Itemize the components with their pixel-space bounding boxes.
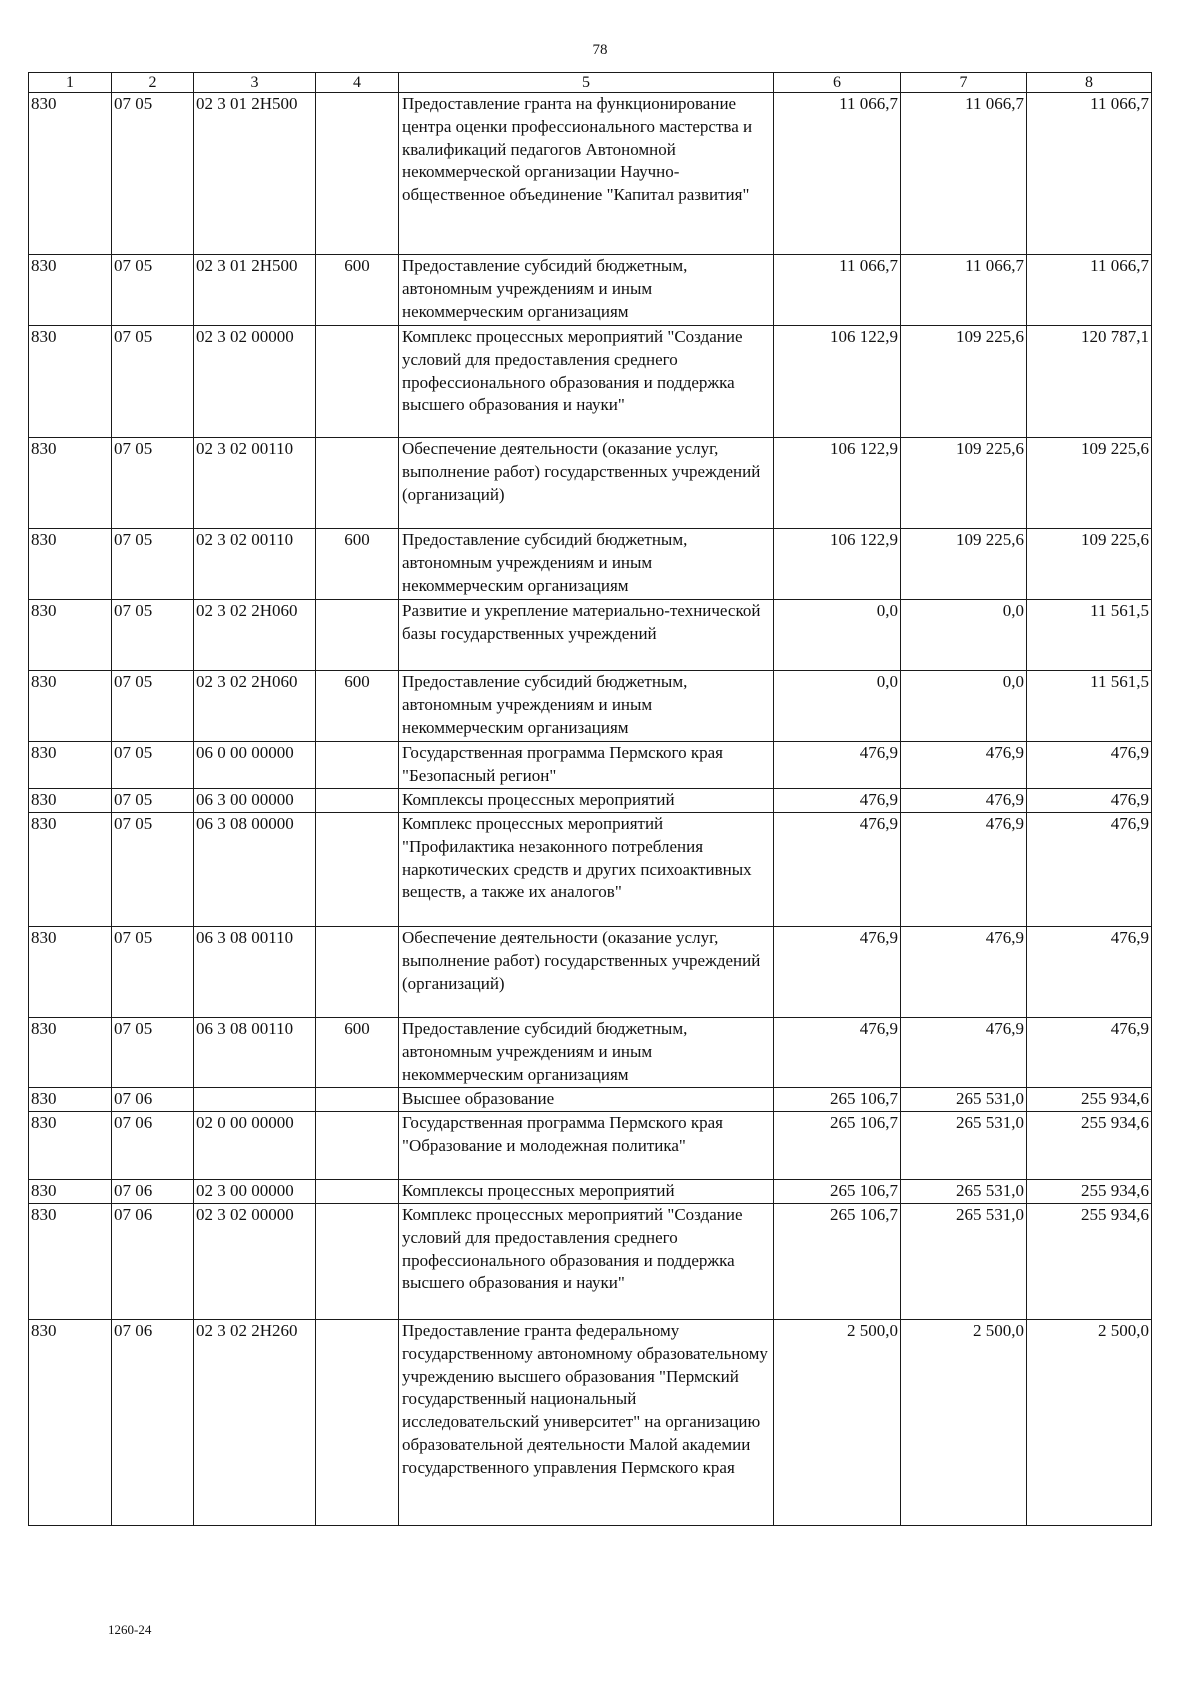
amount-cell: 265 106,7 xyxy=(774,1112,901,1180)
amount-cell: 0,0 xyxy=(901,671,1027,742)
ministry-code-cell: 830 xyxy=(29,1204,112,1320)
section-code-cell: 07 05 xyxy=(112,813,194,927)
target-article-cell: 06 3 08 00110 xyxy=(194,927,316,1018)
target-article-cell: 02 0 00 00000 xyxy=(194,1112,316,1180)
target-article-cell: 06 3 08 00110 xyxy=(194,1018,316,1088)
column-header: 5 xyxy=(399,73,774,93)
table-row xyxy=(29,529,1152,600)
amount-cell: 476,9 xyxy=(1027,1018,1152,1088)
target-article-cell xyxy=(194,1088,316,1112)
item-name-cell: Комплекс процессных мероприятий "Профилактика незаконного потребления наркотических средств и других психоактивных веществ, а также их аналогов" xyxy=(399,813,774,927)
table-body xyxy=(29,93,1152,1526)
amount-cell: 11 561,5 xyxy=(1027,600,1152,671)
amount-cell: 2 500,0 xyxy=(774,1320,901,1526)
target-article-cell: 02 3 02 2Н060 xyxy=(194,671,316,742)
column-header: 8 xyxy=(1027,73,1152,93)
amount-cell: 265 531,0 xyxy=(901,1112,1027,1180)
target-article-cell: 02 3 01 2Н500 xyxy=(194,255,316,326)
table-row xyxy=(29,1018,1152,1088)
ministry-code-cell: 830 xyxy=(29,813,112,927)
item-name-cell: Комплексы процессных мероприятий xyxy=(399,789,774,813)
table-row xyxy=(29,600,1152,671)
expense-type-cell: 600 xyxy=(316,255,399,326)
section-code-cell: 07 06 xyxy=(112,1088,194,1112)
column-header: 4 xyxy=(316,73,399,93)
amount-cell: 476,9 xyxy=(1027,927,1152,1018)
expense-type-cell: 600 xyxy=(316,529,399,600)
target-article-cell: 02 3 02 00000 xyxy=(194,326,316,438)
table-row xyxy=(29,438,1152,529)
section-code-cell: 07 05 xyxy=(112,600,194,671)
amount-cell: 476,9 xyxy=(901,813,1027,927)
target-article-cell: 02 3 02 00110 xyxy=(194,438,316,529)
amount-cell: 106 122,9 xyxy=(774,326,901,438)
item-name-cell: Предоставление гранта федеральному государственному автономному образовательному учреждению высшего образования "Пермский государственный национальный исследовательский университет" на организацию образовательной деятельности Малой академии государственного управления Пермского края xyxy=(399,1320,774,1526)
section-code-cell: 07 05 xyxy=(112,255,194,326)
ministry-code-cell: 830 xyxy=(29,1180,112,1204)
target-article-cell: 02 3 02 00110 xyxy=(194,529,316,600)
amount-cell: 265 531,0 xyxy=(901,1088,1027,1112)
expense-type-cell xyxy=(316,1320,399,1526)
ministry-code-cell: 830 xyxy=(29,1112,112,1180)
expense-type-cell xyxy=(316,1088,399,1112)
ministry-code-cell: 830 xyxy=(29,600,112,671)
target-article-cell: 02 3 00 00000 xyxy=(194,1180,316,1204)
target-article-cell: 06 0 00 00000 xyxy=(194,742,316,789)
amount-cell: 255 934,6 xyxy=(1027,1088,1152,1112)
ministry-code-cell: 830 xyxy=(29,789,112,813)
target-article-cell: 06 3 08 00000 xyxy=(194,813,316,927)
ministry-code-cell: 830 xyxy=(29,93,112,255)
table-row xyxy=(29,813,1152,927)
amount-cell: 11 066,7 xyxy=(1027,255,1152,326)
expense-type-cell: 600 xyxy=(316,1018,399,1088)
target-article-cell: 02 3 02 2Н260 xyxy=(194,1320,316,1526)
target-article-cell: 02 3 02 2Н060 xyxy=(194,600,316,671)
table-row xyxy=(29,255,1152,326)
page-number: 78 xyxy=(592,42,608,58)
expense-type-cell xyxy=(316,438,399,529)
amount-cell: 11 561,5 xyxy=(1027,671,1152,742)
ministry-code-cell: 830 xyxy=(29,671,112,742)
amount-cell: 476,9 xyxy=(901,742,1027,789)
amount-cell: 0,0 xyxy=(774,671,901,742)
document-code: 1260-24 xyxy=(108,1622,152,1637)
amount-cell: 476,9 xyxy=(901,1018,1027,1088)
amount-cell: 106 122,9 xyxy=(774,438,901,529)
ministry-code-cell: 830 xyxy=(29,927,112,1018)
item-name-cell: Предоставление субсидий бюджетным, автономным учреждениям и иным некоммерческим организациям xyxy=(399,671,774,742)
amount-cell: 476,9 xyxy=(901,789,1027,813)
amount-cell: 476,9 xyxy=(1027,742,1152,789)
table-row xyxy=(29,1320,1152,1526)
amount-cell: 106 122,9 xyxy=(774,529,901,600)
section-code-cell: 07 05 xyxy=(112,789,194,813)
section-code-cell: 07 06 xyxy=(112,1320,194,1526)
expense-type-cell xyxy=(316,1180,399,1204)
item-name-cell: Развитие и укрепление материально-технической базы государственных учреждений xyxy=(399,600,774,671)
amount-cell: 255 934,6 xyxy=(1027,1112,1152,1180)
amount-cell: 476,9 xyxy=(774,1018,901,1088)
amount-cell: 109 225,6 xyxy=(1027,438,1152,529)
amount-cell: 11 066,7 xyxy=(774,93,901,255)
table-row xyxy=(29,1180,1152,1204)
table-row xyxy=(29,93,1152,255)
section-code-cell: 07 05 xyxy=(112,927,194,1018)
table-row xyxy=(29,927,1152,1018)
section-code-cell: 07 05 xyxy=(112,742,194,789)
ministry-code-cell: 830 xyxy=(29,326,112,438)
expense-type-cell xyxy=(316,93,399,255)
item-name-cell: Государственная программа Пермского края "Безопасный регион" xyxy=(399,742,774,789)
amount-cell: 120 787,1 xyxy=(1027,326,1152,438)
section-code-cell: 07 05 xyxy=(112,671,194,742)
amount-cell: 476,9 xyxy=(774,927,901,1018)
amount-cell: 0,0 xyxy=(901,600,1027,671)
section-code-cell: 07 05 xyxy=(112,1018,194,1088)
amount-cell: 476,9 xyxy=(774,789,901,813)
amount-cell: 265 106,7 xyxy=(774,1180,901,1204)
expense-type-cell xyxy=(316,326,399,438)
item-name-cell: Комплекс процессных мероприятий "Создание условий для предоставления среднего профессионального образования и поддержка высшего образования и науки" xyxy=(399,326,774,438)
item-name-cell: Предоставление субсидий бюджетным, автономным учреждениям и иным некоммерческим организациям xyxy=(399,1018,774,1088)
amount-cell: 476,9 xyxy=(1027,813,1152,927)
amount-cell: 109 225,6 xyxy=(901,529,1027,600)
item-name-cell: Комплексы процессных мероприятий xyxy=(399,1180,774,1204)
budget-table xyxy=(28,72,1152,1526)
ministry-code-cell: 830 xyxy=(29,529,112,600)
item-name-cell: Предоставление субсидий бюджетным, автономным учреждениям и иным некоммерческим организациям xyxy=(399,255,774,326)
expense-type-cell xyxy=(316,1112,399,1180)
amount-cell: 109 225,6 xyxy=(901,438,1027,529)
table-row xyxy=(29,326,1152,438)
target-article-cell: 02 3 02 00000 xyxy=(194,1204,316,1320)
item-name-cell: Высшее образование xyxy=(399,1088,774,1112)
table-row xyxy=(29,742,1152,789)
section-code-cell: 07 05 xyxy=(112,93,194,255)
table-row xyxy=(29,1112,1152,1180)
amount-cell: 2 500,0 xyxy=(1027,1320,1152,1526)
ministry-code-cell: 830 xyxy=(29,1320,112,1526)
column-header: 1 xyxy=(29,73,112,93)
amount-cell: 2 500,0 xyxy=(901,1320,1027,1526)
column-number-header xyxy=(29,73,1152,93)
ministry-code-cell: 830 xyxy=(29,438,112,529)
item-name-cell: Комплекс процессных мероприятий "Создание условий для предоставления среднего профессионального образования и поддержка высшего образования и науки" xyxy=(399,1204,774,1320)
target-article-cell: 06 3 00 00000 xyxy=(194,789,316,813)
table-row xyxy=(29,1204,1152,1320)
item-name-cell: Государственная программа Пермского края "Образование и молодежная политика" xyxy=(399,1112,774,1180)
amount-cell: 109 225,6 xyxy=(1027,529,1152,600)
section-code-cell: 07 05 xyxy=(112,326,194,438)
amount-cell: 265 531,0 xyxy=(901,1204,1027,1320)
ministry-code-cell: 830 xyxy=(29,1018,112,1088)
section-code-cell: 07 06 xyxy=(112,1112,194,1180)
item-name-cell: Обеспечение деятельности (оказание услуг, выполнение работ) государственных учреждений (организаций) xyxy=(399,438,774,529)
table-row xyxy=(29,1088,1152,1112)
amount-cell: 476,9 xyxy=(774,813,901,927)
amount-cell: 11 066,7 xyxy=(774,255,901,326)
amount-cell: 265 531,0 xyxy=(901,1180,1027,1204)
expense-type-cell: 600 xyxy=(316,671,399,742)
amount-cell: 476,9 xyxy=(774,742,901,789)
expense-type-cell xyxy=(316,1204,399,1320)
item-name-cell: Обеспечение деятельности (оказание услуг, выполнение работ) государственных учреждений (организаций) xyxy=(399,927,774,1018)
item-name-cell: Предоставление субсидий бюджетным, автономным учреждениям и иным некоммерческим организациям xyxy=(399,529,774,600)
section-code-cell: 07 05 xyxy=(112,529,194,600)
expense-type-cell xyxy=(316,927,399,1018)
expense-type-cell xyxy=(316,813,399,927)
amount-cell: 11 066,7 xyxy=(901,255,1027,326)
item-name-cell: Предоставление гранта на функционирование центра оценки профессионального мастерства и квалификаций педагогов Автономной некоммерческой организации Научно-общественное объединение "Капитал развития" xyxy=(399,93,774,255)
amount-cell: 265 106,7 xyxy=(774,1204,901,1320)
section-code-cell: 07 05 xyxy=(112,438,194,529)
amount-cell: 0,0 xyxy=(774,600,901,671)
table-row xyxy=(29,671,1152,742)
column-header: 3 xyxy=(194,73,316,93)
ministry-code-cell: 830 xyxy=(29,742,112,789)
table-row xyxy=(29,789,1152,813)
expense-type-cell xyxy=(316,600,399,671)
amount-cell: 265 106,7 xyxy=(774,1088,901,1112)
column-header: 6 xyxy=(774,73,901,93)
amount-cell: 11 066,7 xyxy=(901,93,1027,255)
ministry-code-cell: 830 xyxy=(29,255,112,326)
amount-cell: 255 934,6 xyxy=(1027,1204,1152,1320)
ministry-code-cell: 830 xyxy=(29,1088,112,1112)
amount-cell: 476,9 xyxy=(901,927,1027,1018)
amount-cell: 476,9 xyxy=(1027,789,1152,813)
target-article-cell: 02 3 01 2Н500 xyxy=(194,93,316,255)
amount-cell: 109 225,6 xyxy=(901,326,1027,438)
expense-type-cell xyxy=(316,742,399,789)
amount-cell: 11 066,7 xyxy=(1027,93,1152,255)
section-code-cell: 07 06 xyxy=(112,1180,194,1204)
section-code-cell: 07 06 xyxy=(112,1204,194,1320)
column-header: 2 xyxy=(112,73,194,93)
expense-type-cell xyxy=(316,789,399,813)
column-header: 7 xyxy=(901,73,1027,93)
amount-cell: 255 934,6 xyxy=(1027,1180,1152,1204)
